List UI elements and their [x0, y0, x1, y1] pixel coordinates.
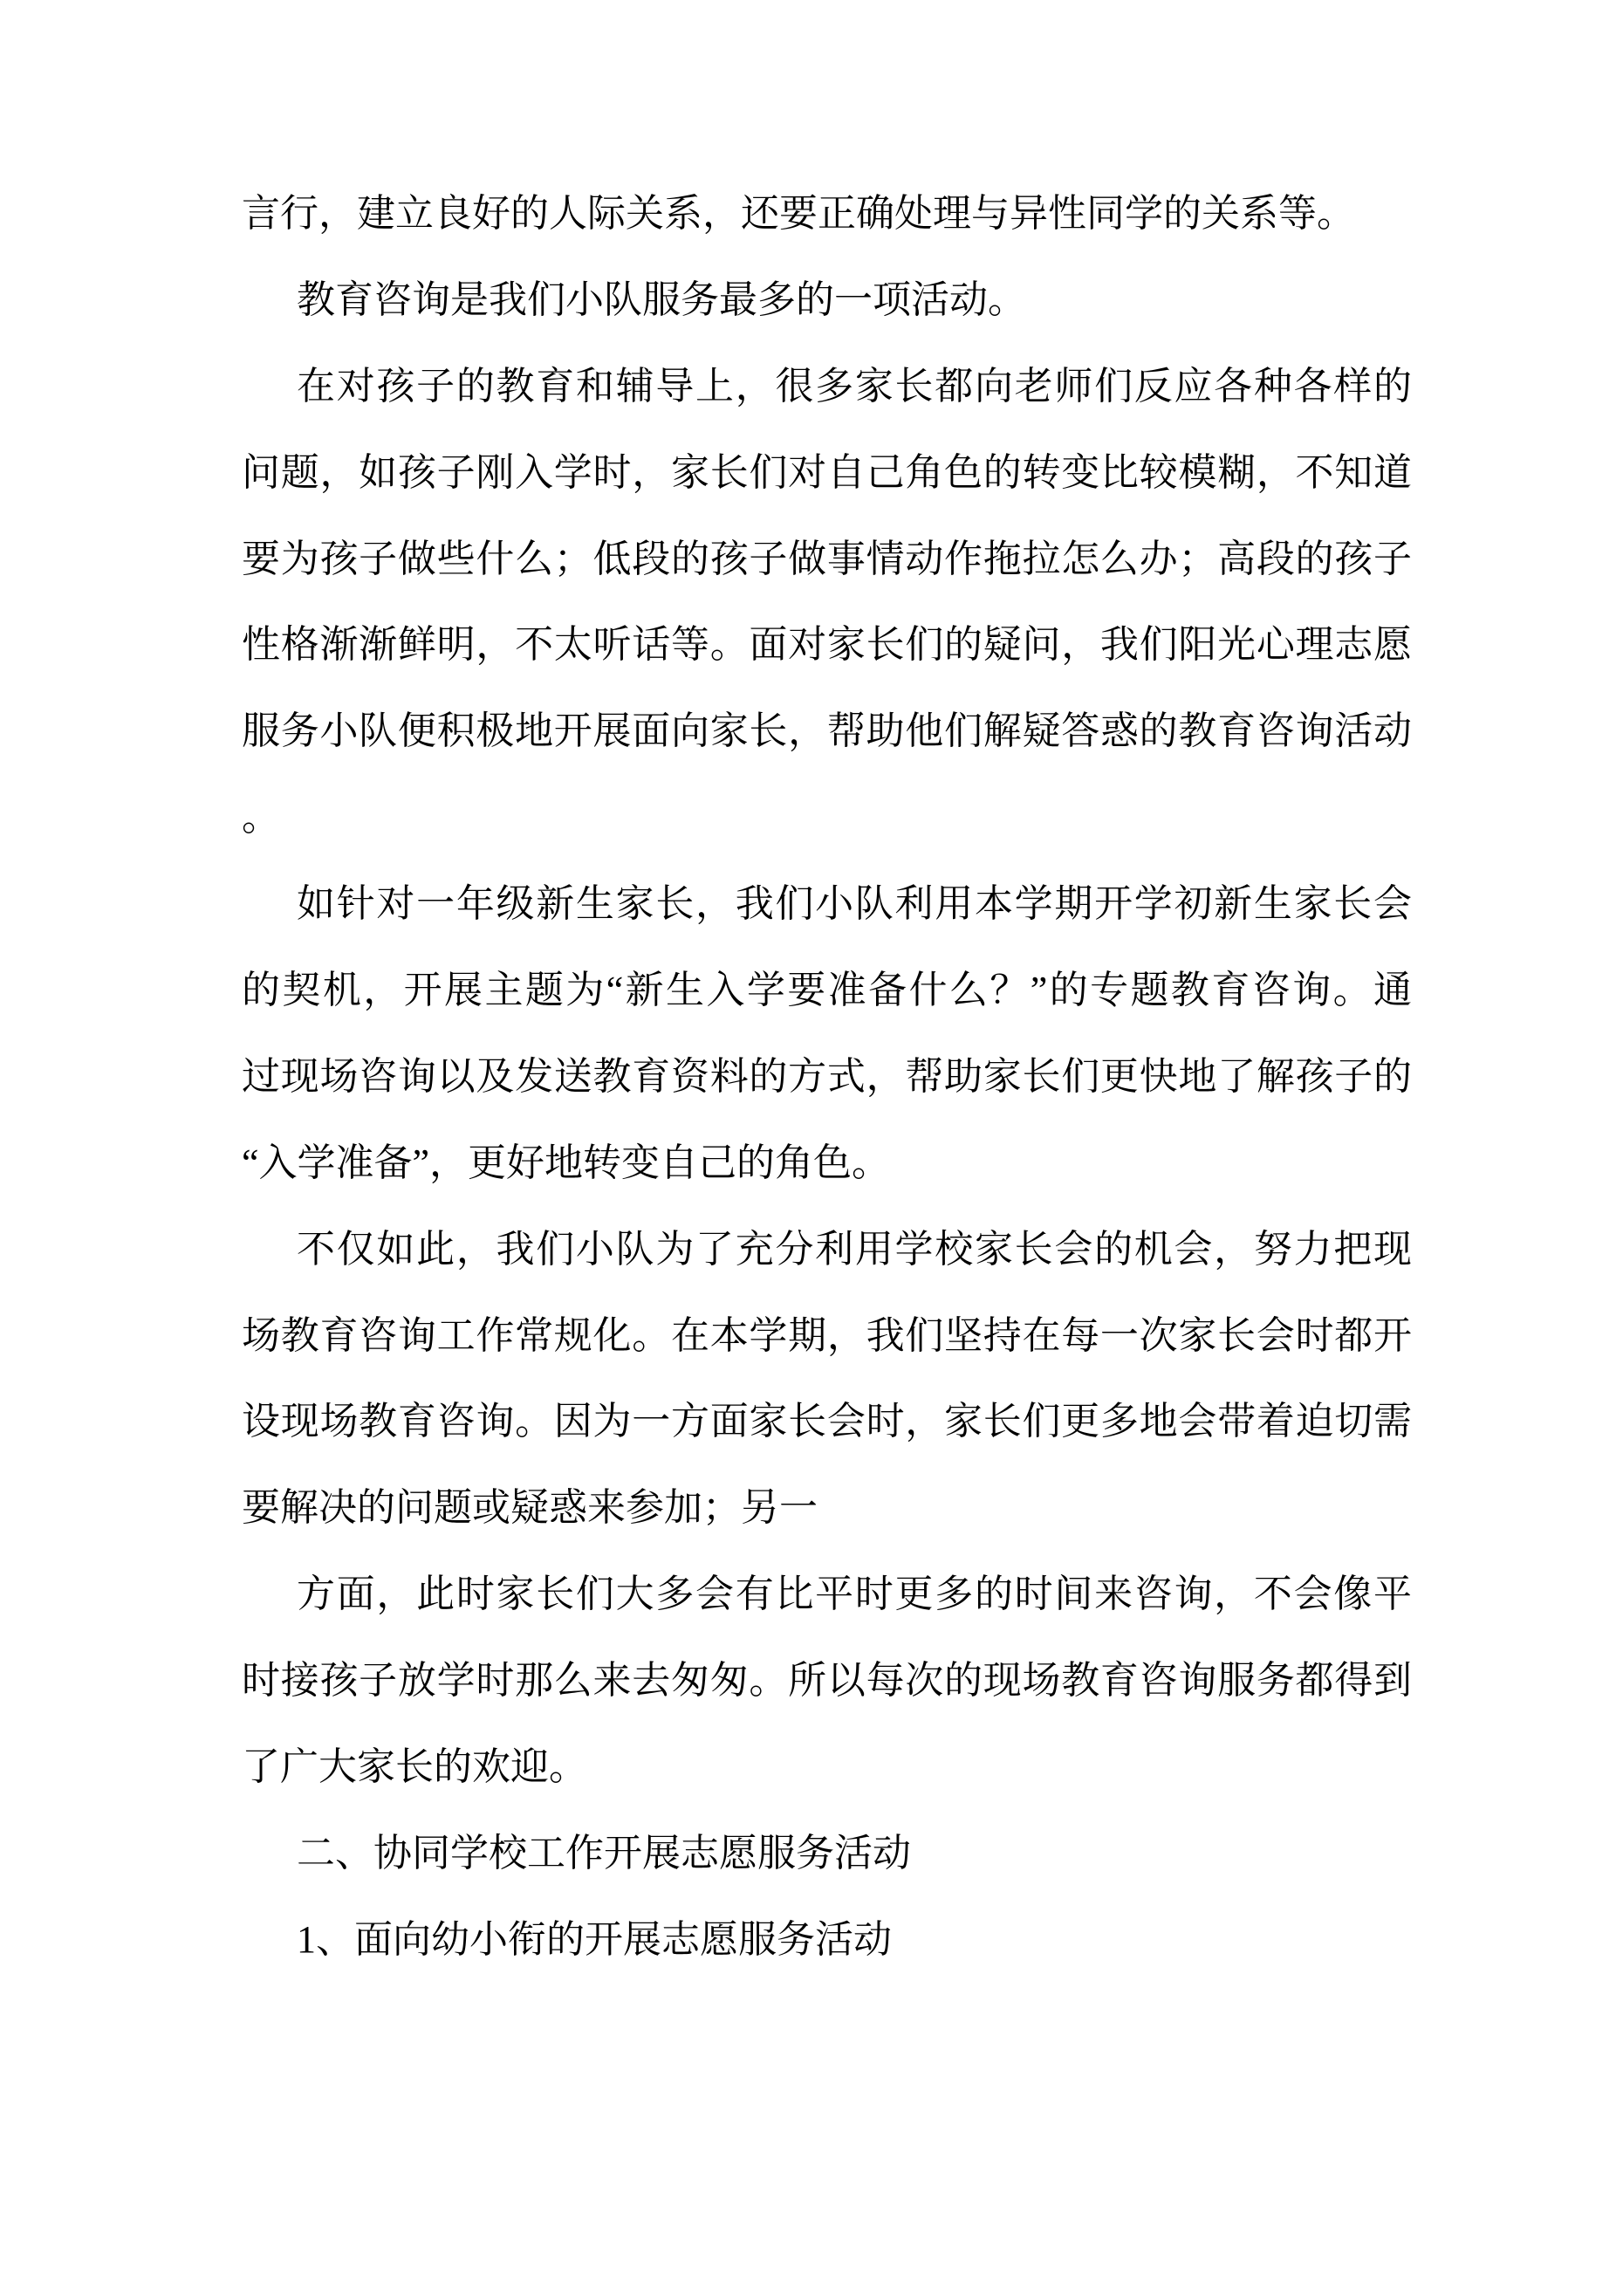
text-line: 言行，建立良好的人际关系，还要正确处理与异性同学的关系等。	[242, 192, 1355, 235]
text-line: 。	[242, 796, 280, 840]
text-line: 教育咨询是我们小队服务最多的一项活动。	[297, 278, 1026, 321]
text-line: 不仅如此，我们小队为了充分利用学校家长会的机会，努力把现	[297, 1227, 1412, 1271]
text-line: 场教育咨询工作常规化。在本学期，我们坚持在每一次家长会时都开	[242, 1313, 1412, 1357]
text-line: 在对孩子的教育和辅导上，很多家长都向老师们反应各种各样的	[297, 364, 1412, 408]
document-body-text	[242, 171, 1412, 1984]
text-line: 性格渐渐鲜明，不太听话等。面对家长们的疑问，我们阳光心理志愿	[242, 623, 1412, 667]
text-line: 的契机，开展主题为“新生入学要准备什么？”的专题教育咨询。通	[242, 969, 1412, 1012]
text-line: 设现场教育咨询。因为一方面家长会时，家长们更多地会带着迫切需	[242, 1400, 1412, 1443]
text-line: 服务小队便积极地开展面向家长，帮助他们解疑答惑的教育咨询活动	[242, 709, 1412, 753]
text-line: 过现场咨询以及发送教育资料的方式，帮助家长们更快地了解孩子的	[242, 1054, 1412, 1098]
text-line: 要为孩子做些什么；低段的孩子做事情动作拖拉怎么办；高段的孩子	[242, 537, 1412, 580]
text-line: 1、面向幼小衔的开展志愿服务活动	[297, 1917, 892, 1961]
text-line: 时接孩子放学时那么来去匆匆。所以每次的现场教育咨询服务都得到	[242, 1659, 1412, 1703]
text-line: 二、协同学校工作开展志愿服务活动	[297, 1831, 911, 1874]
text-line: 了广大家长的欢迎。	[242, 1745, 587, 1789]
text-line: 如针对一年级新生家长，我们小队利用本学期开学初新生家长会	[297, 882, 1412, 926]
text-line: “入学准备”，更好地转变自己的角色。	[242, 1141, 891, 1184]
text-line: 方面，此时家长们大多会有比平时更多的时间来咨询，不会像平	[297, 1573, 1412, 1616]
text-line: 问题，如孩子刚入学时，家长们对自己角色的转变比较模糊，不知道	[242, 450, 1412, 494]
text-line: 要解决的问题或疑惑来参加；另一	[242, 1486, 818, 1530]
